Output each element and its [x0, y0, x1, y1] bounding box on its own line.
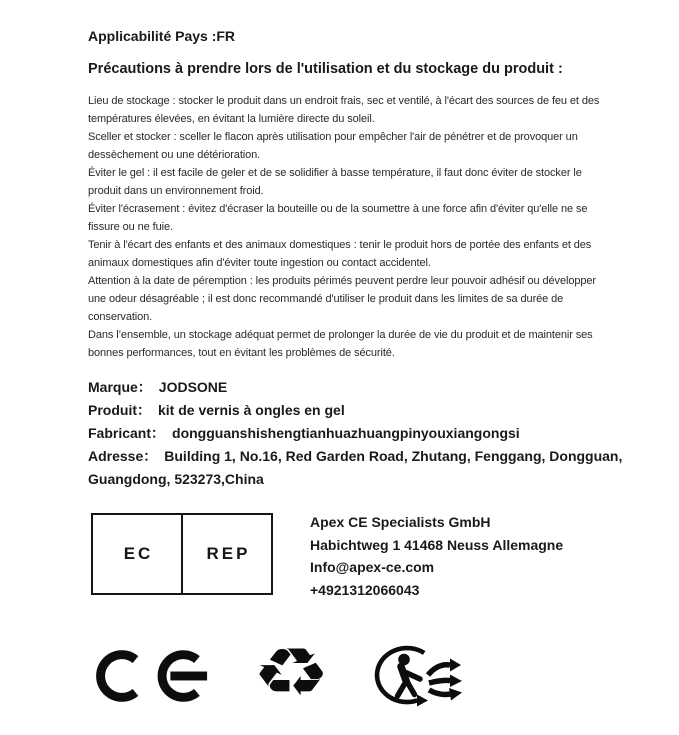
representative-line: Info@apex-ce.com — [310, 559, 435, 576]
representative-line: Habichtweg 1 41468 Neuss Allemagne — [310, 536, 564, 553]
representative-line: +4921312066043 — [310, 581, 420, 598]
precaution-line: températures élevées, en évitant la lumière directe du soleil. — [88, 113, 375, 125]
precaution-line: animaux domestiques afin d'éviter toute ingestion ou contact accidentel. — [88, 257, 431, 269]
rep-label: REP — [206, 544, 251, 563]
precaution-line: fissure ou ne fuie. — [88, 221, 173, 233]
precaution-line: Tenir à l'écart des enfants et des animaux domestiques : tenir le produit hors de portée des enfants et des — [88, 239, 592, 251]
eu-representative-block — [310, 511, 563, 601]
precaution-line: produit dans un environnement froid. — [88, 185, 264, 197]
ec-label: EC — [123, 544, 154, 563]
recycling-icon — [252, 634, 352, 711]
precaution-line: Dans l’ensemble, un stockage adéquat permet de prolonger la durée de vie du produit et de maintenir ses — [88, 329, 593, 341]
precaution-line: bonnes performances, tout en évitant les problèmes de sécurité. — [88, 347, 395, 359]
product-info-value: JODSONE — [158, 379, 228, 395]
ec-rep-box — [91, 513, 273, 595]
rep-cell — [181, 515, 271, 593]
country-applicability-heading: Applicabilité Pays :FR — [88, 28, 236, 44]
triman-icon — [374, 644, 466, 713]
product-info-row — [88, 445, 663, 491]
product-info-value: dongguanshishengtianhuazhuangpinyouxiangongsi — [172, 425, 520, 441]
precaution-line: conservation. — [88, 311, 153, 323]
precaution-line: une odeur désagréable ; il est donc recommandé d'utiliser le produit dans les limites de sa durée de — [88, 293, 564, 305]
precautions-heading: Précautions à prendre lors de l'utilisation et du stockage du produit : — [88, 61, 563, 77]
precaution-line: Attention à la date de péremption : les produits périmés peuvent perdre leur pouvoir adhésif ou développer — [88, 275, 596, 287]
precaution-line: Sceller et stocker : sceller le flacon après utilisation pour empêcher l'air de pénétrer et de provoquer un — [88, 131, 578, 143]
ce-mark-icon — [96, 649, 217, 707]
product-info-row — [88, 399, 663, 422]
product-info-value: Building 1, No.16, Red Garden Road, Zhutang, Fenggang, Dongguan, Guangdong, 523273,China — [88, 448, 623, 487]
ec-cell — [93, 515, 181, 593]
precaution-line: Éviter l'écrasement : évitez d'écraser la bouteille ou de la soumettre à une force afin d'éviter qu'elle ne se — [88, 203, 588, 215]
product-info-label: Adresse： — [88, 448, 158, 464]
representative-line: Apex CE Specialists GmbH — [310, 514, 491, 530]
product-info-label: Marque： — [88, 379, 152, 395]
product-info-label: Fabricant： — [88, 425, 166, 441]
precaution-line: Éviter le gel : il est facile de geler et de se solidifier à basse température, il faut donc éviter de stocker le — [88, 167, 582, 179]
precaution-line: dessèchement ou une détérioration. — [88, 149, 261, 161]
product-info-row — [88, 422, 663, 445]
precautions-text — [88, 92, 599, 362]
product-info-row — [88, 376, 663, 399]
recycling-glyph: ♻ — [252, 634, 331, 711]
product-info-value: kit de vernis à ongles en gel — [158, 402, 345, 418]
product-info — [88, 376, 663, 491]
product-info-label: Produit： — [88, 402, 151, 418]
precaution-line: Lieu de stockage : stocker le produit dans un endroit frais, sec et ventilé, à l'écart des sources de feu et des — [88, 95, 600, 107]
